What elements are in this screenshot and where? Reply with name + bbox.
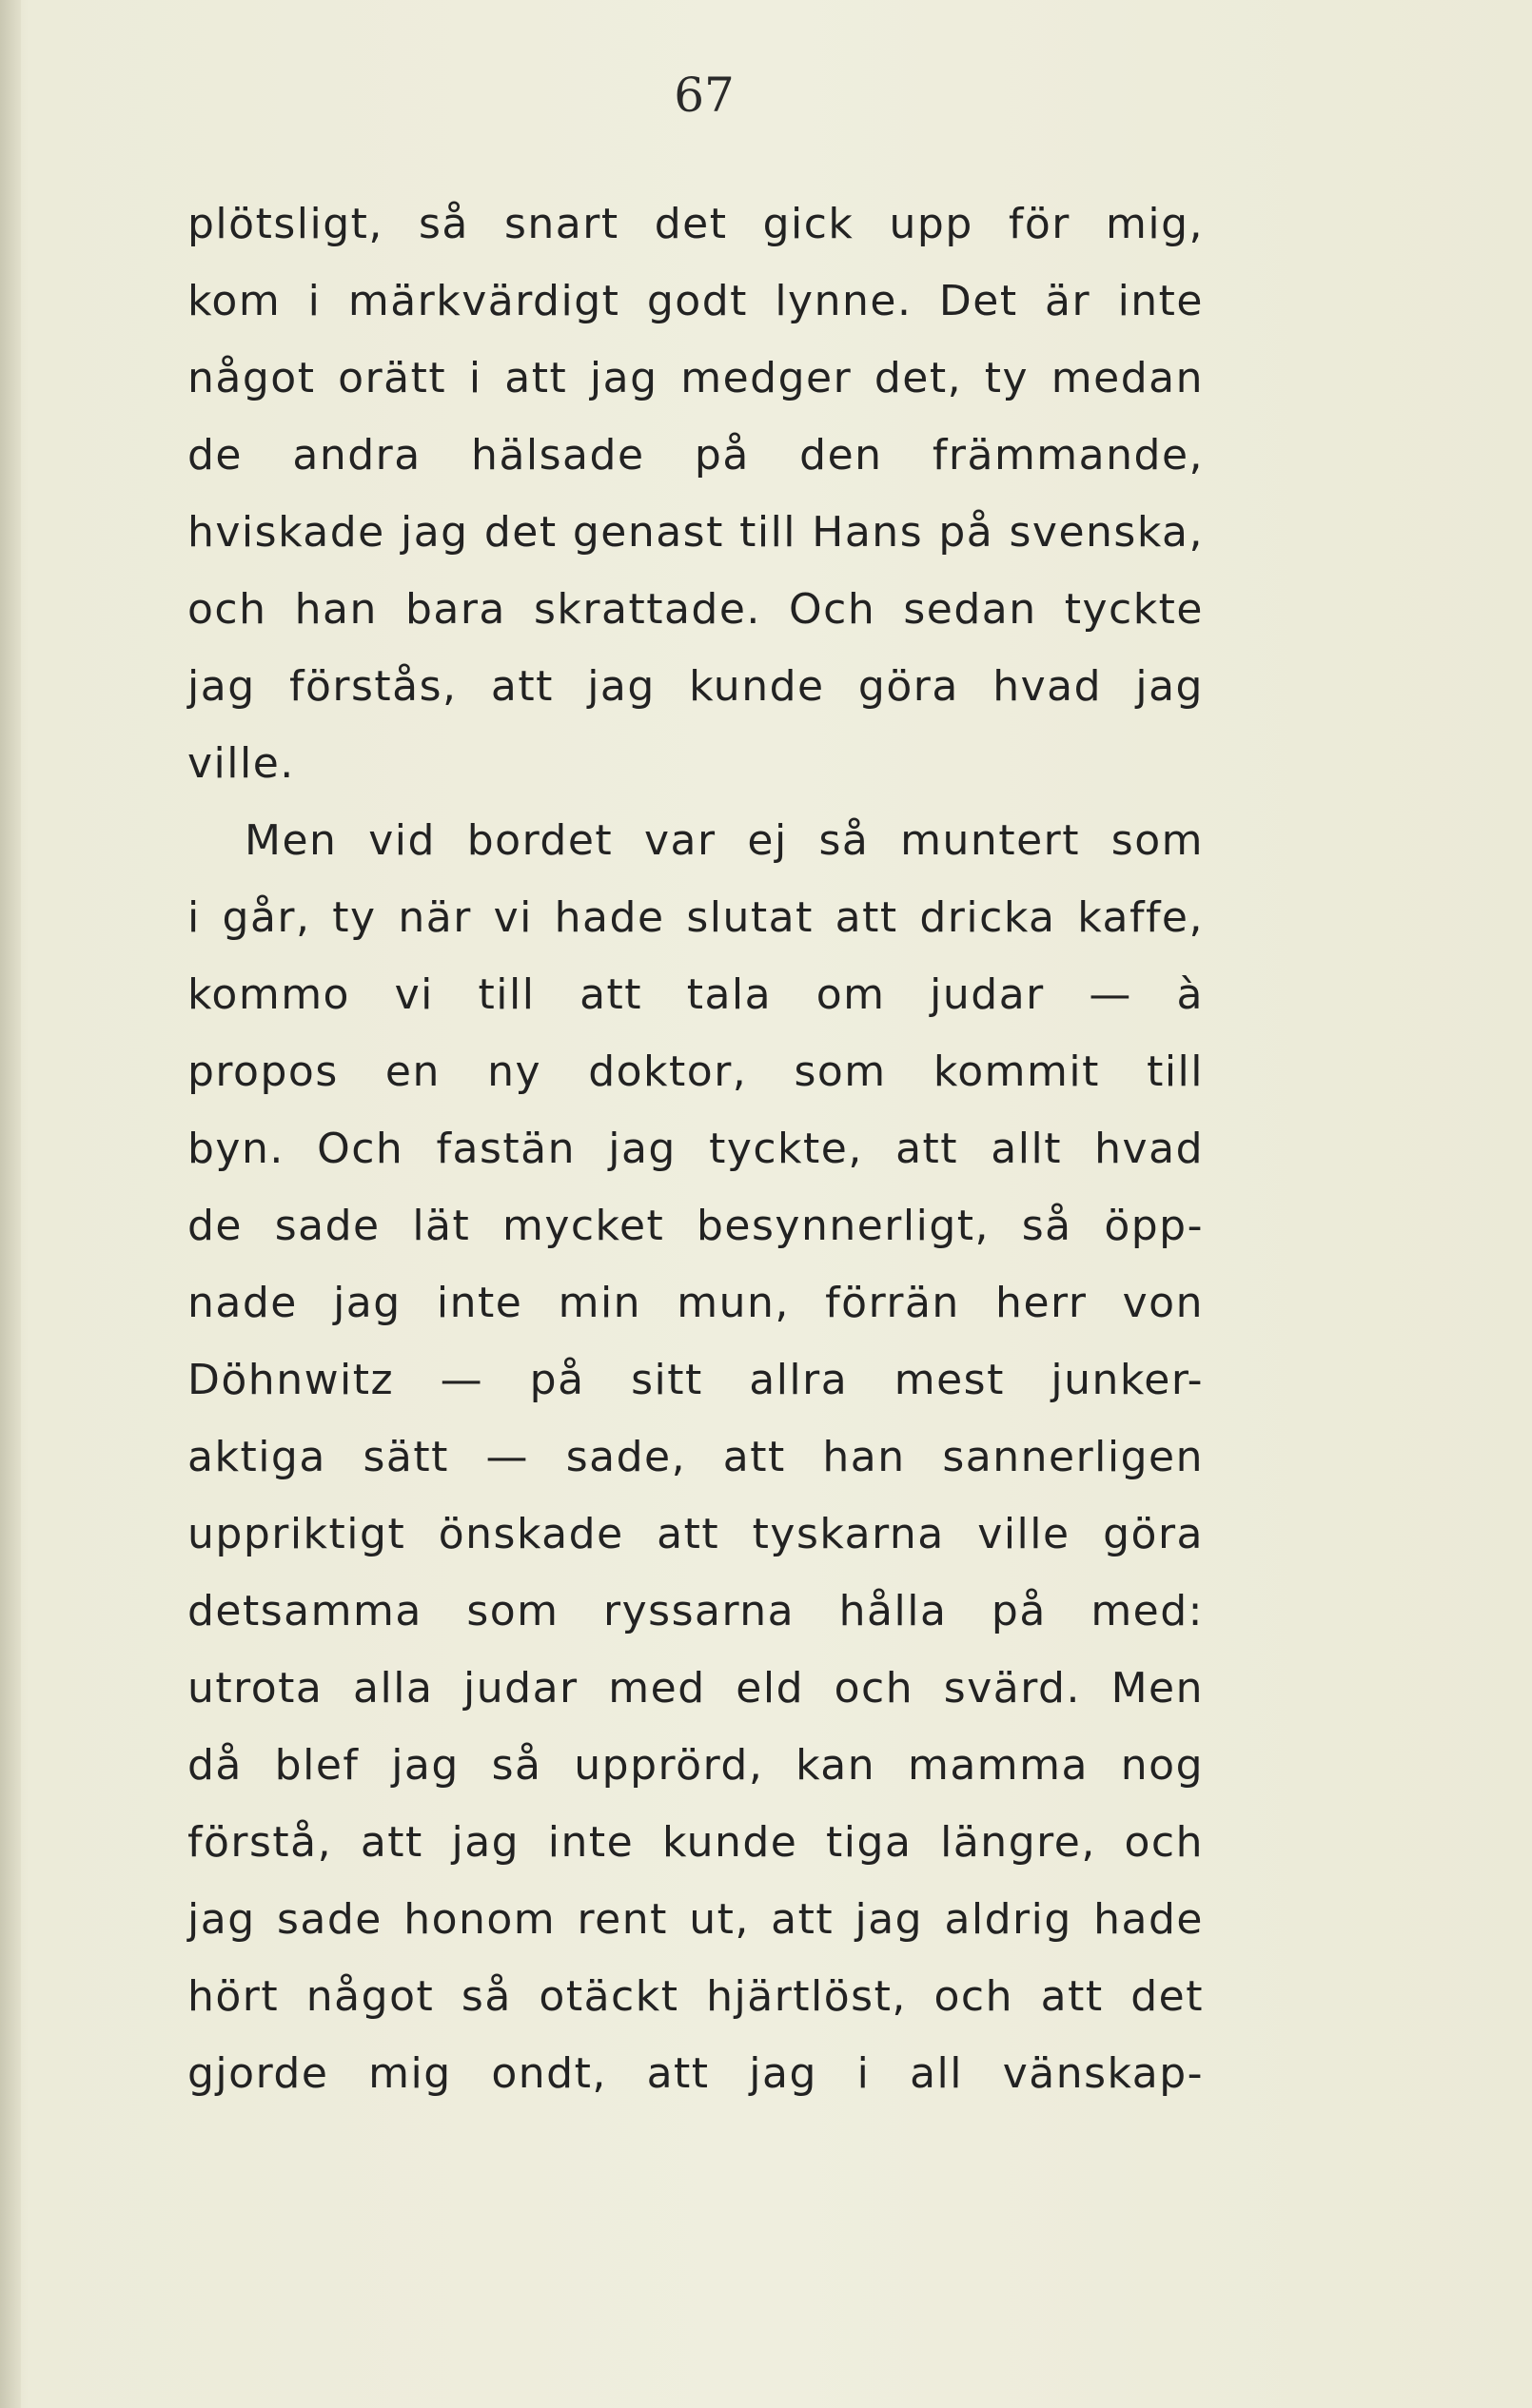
text-line: kom i märkvärdigt godt lynne. Det är inte [187, 277, 1204, 325]
text-line: något orätt i att jag medger det, ty medan [187, 354, 1204, 402]
text-line: uppriktigt önskade att tyskarna ville göra [187, 1510, 1204, 1558]
text-line: plötsligt, så snart det gick upp för mig, [187, 200, 1204, 248]
text-line: utrota alla judar med eld och svärd. Men [187, 1664, 1204, 1713]
text-line: detsamma som ryssarna hålla på med: [187, 1587, 1204, 1635]
text-line: då blef jag så upprörd, kan mamma nog [187, 1741, 1204, 1790]
text-line: jag sade honom rent ut, att jag aldrig hade [187, 1895, 1204, 1944]
text-line: kommo vi till att tala om judar — à [187, 970, 1204, 1019]
text-line: nade jag inte min mun, förrän herr von [187, 1279, 1204, 1327]
binding-edge [0, 0, 21, 2408]
text-line: byn. Och fastän jag tyckte, att allt hvad [187, 1125, 1204, 1173]
text-line: ville. [187, 739, 295, 788]
text-line: förstå, att jag inte kunde tiga längre, och [187, 1818, 1204, 1867]
text-line: och han bara skrattade. Och sedan tyckte [187, 585, 1204, 634]
text-line: Men vid bordet var ej så muntert som [245, 816, 1204, 865]
text-line: jag förstås, att jag kunde göra hvad jag [187, 662, 1204, 711]
body-text [187, 186, 1204, 2112]
text-line: Döhnwitz — på sitt allra mest junker- [187, 1356, 1204, 1404]
text-line: de andra hälsade på den främmande, [187, 431, 1204, 480]
page-number: 67 [674, 68, 735, 123]
text-line: hört något så otäckt hjärtlöst, och att det [187, 1972, 1204, 2021]
text-line: gjorde mig ondt, att jag i all vänskap- [187, 2049, 1204, 2098]
text-line: propos en ny doktor, som kommit till [187, 1047, 1204, 1096]
text-line: i går, ty när vi hade slutat att dricka kaffe, [187, 893, 1204, 942]
text-line: hviskade jag det genast till Hans på svenska, [187, 508, 1204, 557]
text-line: de sade lät mycket besynnerligt, så öpp- [187, 1202, 1204, 1250]
text-line: aktiga sätt — sade, att han sannerligen [187, 1433, 1204, 1481]
